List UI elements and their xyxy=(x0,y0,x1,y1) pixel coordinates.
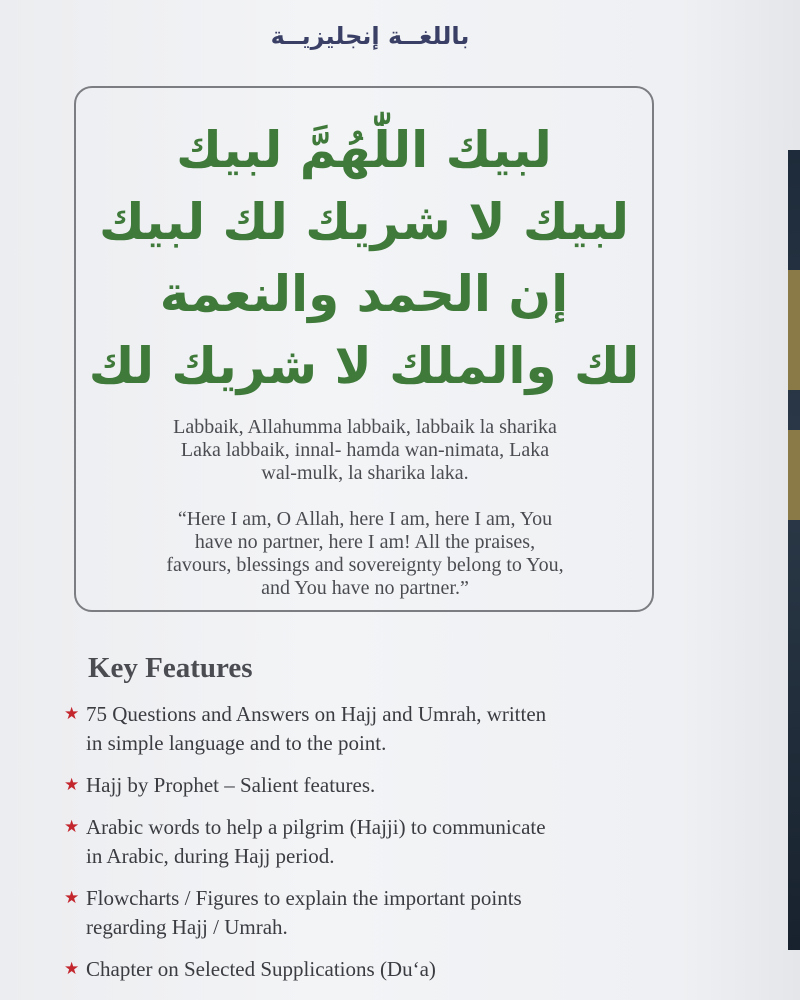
feature-item xyxy=(64,813,654,871)
feature-line: 75 Questions and Answers on Hajj and Umrah, written xyxy=(86,702,547,726)
arabic-header-title: باللغــة إنجليزيــة xyxy=(270,22,470,50)
translation-line: “Here I am, O Allah, here I am, here I am, You xyxy=(177,508,553,530)
translation-line: favours, blessings and sovereignty belong to You, xyxy=(166,554,564,576)
feature-item xyxy=(64,700,654,758)
feature-item xyxy=(64,884,654,942)
star-bullet-icon: ★ xyxy=(64,775,80,795)
translation-line: and You have no partner.” xyxy=(261,577,469,599)
talbiyah-translation xyxy=(100,508,630,600)
arabic-line: لك والملك لا شريك لك xyxy=(88,337,640,395)
feature-line: Arabic words to help a pilgrim (Hajji) to communicate xyxy=(86,815,546,839)
talbiyah-transliteration xyxy=(100,416,630,485)
feature-line: Hajj by Prophet – Salient features. xyxy=(86,773,376,797)
key-features-heading: Key Features xyxy=(88,652,253,684)
translation-line: have no partner, here I am! All the praises, xyxy=(194,531,536,553)
arabic-line: لبيك اللّٰهُمَّ لبيك xyxy=(176,121,552,179)
star-bullet-icon: ★ xyxy=(64,817,80,837)
talbiyah-arabic xyxy=(76,114,652,402)
star-bullet-icon: ★ xyxy=(64,704,80,724)
transliteration-line: Laka labbaik, innal- hamda wan-nimata, Laka xyxy=(180,439,550,461)
arabic-line: إن الحمد والنعمة xyxy=(159,265,569,323)
transliteration-line: wal-mulk, la sharika laka. xyxy=(261,462,469,484)
star-bullet-icon: ★ xyxy=(64,888,80,908)
feature-line: regarding Hajj / Umrah. xyxy=(86,915,288,939)
feature-item xyxy=(64,771,654,800)
feature-line: in simple language and to the point. xyxy=(86,731,387,755)
spine-ornament xyxy=(788,430,800,520)
transliteration-line: Labbaik, Allahumma labbaik, labbaik la sharika xyxy=(173,416,557,438)
arabic-line: لبيك لا شريك لك لبيك xyxy=(98,193,630,251)
feature-item xyxy=(64,955,654,984)
feature-line: Chapter on Selected Supplications (Du‘a) xyxy=(86,957,436,981)
star-bullet-icon: ★ xyxy=(64,959,80,979)
feature-line: Flowcharts / Figures to explain the important points xyxy=(86,886,522,910)
spine-ornament xyxy=(788,270,800,390)
feature-line: in Arabic, during Hajj period. xyxy=(86,844,335,868)
key-features-list xyxy=(64,700,654,997)
